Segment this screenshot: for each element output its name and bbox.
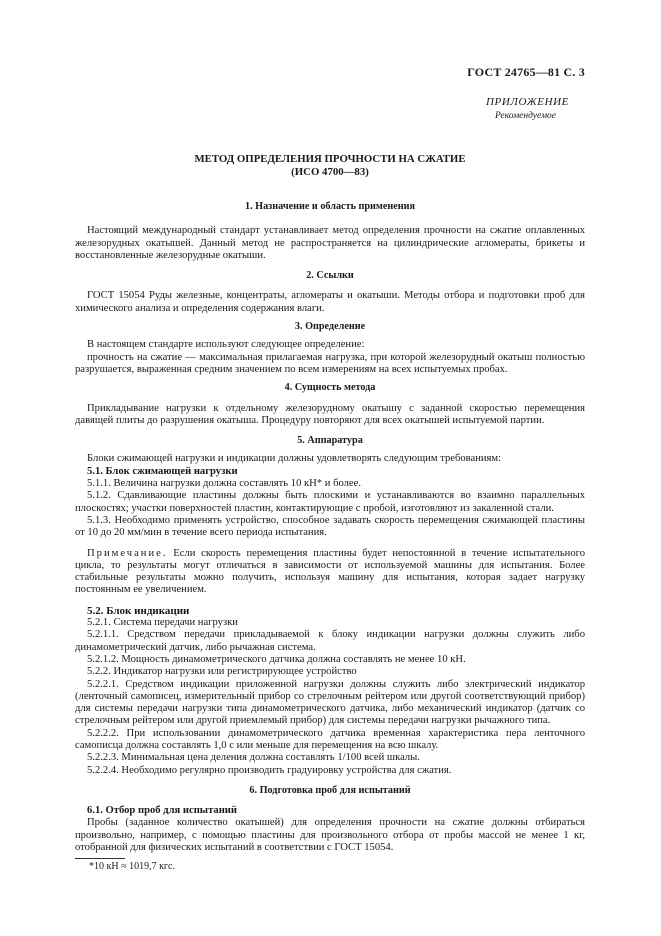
subsection-6-1-heading: 6.1. Отбор проб для испытаний [87,805,238,817]
note-label: Примечание. [87,547,168,559]
section-5-heading: 5. Аппаратура [297,435,363,447]
document-subtitle: (ИСО 4700—83) [291,166,369,178]
clause-5-2-2-2: 5.2.2.2. При использовании динамометрического датчика временная характеристика пера ленточного самописца должна составлять 1,0 с или меньше для перемещения на всю шкалу. [75,727,585,751]
document-title: МЕТОД ОПРЕДЕЛЕНИЯ ПРОЧНОСТИ НА СЖАТИЕ [194,153,466,165]
clause-5-2-2: 5.2.2. Индикатор нагрузки или регистрирующее устройство [87,666,357,678]
section-2-heading: 2. Ссылки [306,270,354,282]
section-2-text: ГОСТ 15054 Руды железные, концентраты, агломераты и окатыши. Методы отбора и подготовки проб для химического анализа и определения содержания влаги. [75,290,585,314]
section-4-text: Прикладывание нагрузки к отдельному железорудному окатышу с заданной скоростью перемещения давящей плиты до разрушения окатыша. Процедуру повторяют для всех окатышей испытуемой партии. [75,402,585,426]
clause-5-2-2-3: 5.2.2.3. Минимальная цена деления должна составлять 1/100 всей шкалы. [87,752,420,764]
standard-number: ГОСТ 24765—81 С. 3 [467,65,585,79]
appendix-status: Рекомендуемое [494,111,556,121]
appendix-label: ПРИЛОЖЕНИЕ [486,96,569,108]
document-body [75,153,585,874]
section-5-intro: Блоки сжимающей нагрузки и индикации должны удовлетворять следующим требованиям: [87,453,502,465]
subsection-5-1-heading: 5.1. Блок сжимающей нагрузки [87,465,238,477]
subsection-5-2-heading: 5.2. Блок индикации [87,604,190,617]
section-3-text-2: прочность на сжатие — максимальная прилагаемая нагрузка, при которой железорудный окатыш полностью разрушается, выраженная средним значением по всем измерениям на всех испытуемых пробах. [75,351,585,375]
section-4-heading: 4. Сущность метода [284,382,376,394]
clause-5-1-1: 5.1.1. Величина нагрузки должна составлять 10 кН* и более. [87,478,361,490]
note-5-1 [75,548,585,597]
clause-5-2-2-1: 5.2.2.1. Средством индикации приложенной нагрузки должны служить либо электрический индикатор (ленточный самописец, измерительный прибор со стрелочным рейтером или другой соответствующий прибор) для системы передачи нагрузки типа динамометрического датчика, либо механический индикатор (датчик со стрелочным рейтером или другой приемлемый прибор) для системы передачи нагрузки рычажного типа. [75,678,585,727]
clause-5-2-1-1: 5.2.1.1. Средством передачи прикладываемой к блоку индикации нагрузки должны служить либо динамометрический датчик, либо рычажная система. [75,629,585,653]
clause-5-2-1-2: 5.2.1.2. Мощность динамометрического датчика должна составлять не менее 10 кН. [87,653,466,665]
clause-5-2-1: 5.2.1. Система передачи нагрузки [87,617,238,629]
note-text: Если скорость перемещения пластины будет непостоянной в течение испытательного цикла, то результаты могут отличаться в зависимости от используемой машины для испытания. Более стабильные результаты можно получить, используя машину для испытания, которая задает нагрузку постоянным ее увеличением. [75,547,585,596]
footnote: *10 кН ≈ 1019,7 кгс. [89,861,175,873]
section-6-text: Пробы (заданное количество окатышей) для определения прочности на сжатие должны отбираться произвольно, например, с помощью пластины для произвольного отбора от пробы массой не менее 1 кг, отобранной для физических испытаний в соответствии с ГОСТ 15054. [75,817,585,854]
clause-5-2-2-4: 5.2.2.4. Необходимо регулярно производить градуировку устройства для сжатия. [87,764,452,776]
section-1-heading: 1. Назначение и область применения [244,201,416,212]
section-1-text: Настоящий международный стандарт устанавливает метод определения прочности на сжатие оплавленных железорудных окатышей. Данный метод не распространяется на цилиндрические агломераты, брикеты и восстановленные железорудные окатыши. [75,225,585,261]
section-6-heading: 6. Подготовка проб для испытаний [249,784,411,796]
footnote-divider [75,858,125,859]
clause-5-1-2: 5.1.2. Сдавливающие пластины должны быть плоскими и устанавливаются во взаимно параллельных плоскостях; участки поверхностей пластин, контактирующие с пробой, изготовляют из закаленной стали. [75,490,585,514]
clause-5-1-3: 5.1.3. Необходимо применять устройство, способное задавать скорость перемещения сжимающей пластины от 10 до 20 мм/мин в течение всего периода испытания. [75,514,585,539]
section-3-text-1: В настоящем стандарте используют следующее определение: [87,339,365,351]
section-3-heading: 3. Определение [294,321,366,333]
